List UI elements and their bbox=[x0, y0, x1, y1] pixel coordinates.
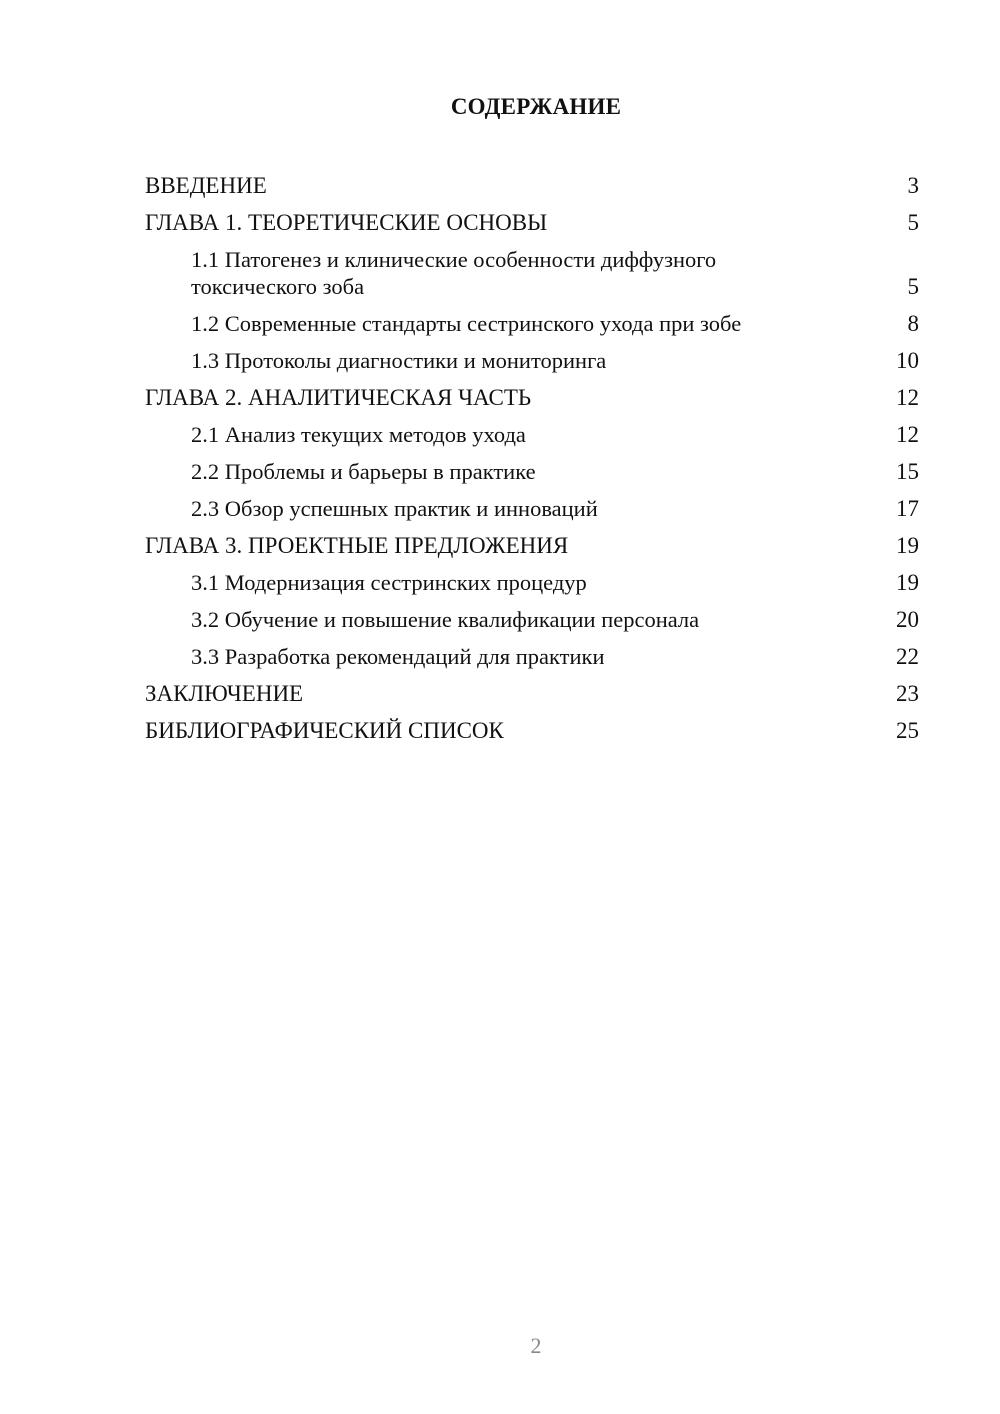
page-title: СОДЕРЖАНИЕ bbox=[450, 94, 622, 119]
toc-entry-label: 2.3 Обзор успешных практик и инноваций bbox=[191, 496, 598, 521]
toc-entry-label: ГЛАВА 1. ТЕОРЕТИЧЕСКИЕ ОСНОВЫ bbox=[145, 210, 548, 235]
toc-entry-label: 1.3 Протоколы диагностики и мониторинга bbox=[191, 348, 607, 373]
toc-entry-section-3-3[interactable] bbox=[145, 638, 919, 675]
toc-entry-section-1-3[interactable] bbox=[145, 342, 919, 379]
toc-entry-page: 5 bbox=[907, 274, 919, 299]
toc-entry-page: 12 bbox=[896, 385, 919, 410]
toc-entry-section-1-2[interactable] bbox=[145, 305, 919, 342]
toc-entry-label: БИБЛИОГРАФИЧЕСКИЙ СПИСОК bbox=[145, 718, 504, 743]
toc-entry-section-2-3[interactable] bbox=[145, 490, 919, 527]
toc-entry-label: ЗАКЛЮЧЕНИЕ bbox=[145, 681, 304, 706]
toc-entry-label-line-1: 1.1 Патогенез и клинические особенности диффузного bbox=[191, 247, 717, 272]
toc-entry-chapter-1[interactable] bbox=[145, 204, 919, 241]
toc-entry-label: 1.2 Современные стандарты сестринского ухода при зобе bbox=[191, 311, 742, 336]
toc-entry-label: ГЛАВА 3. ПРОЕКТНЫЕ ПРЕДЛОЖЕНИЯ bbox=[145, 533, 569, 558]
toc-entry-page: 19 bbox=[896, 570, 919, 595]
toc-entry-page: 10 bbox=[896, 348, 919, 373]
table-of-contents bbox=[145, 167, 919, 749]
toc-entry-chapter-2[interactable] bbox=[145, 379, 919, 416]
toc-entry-label bbox=[191, 246, 716, 305]
toc-entry-page: 22 bbox=[896, 644, 919, 669]
toc-entry-page: 25 bbox=[896, 718, 919, 743]
toc-entry-section-3-2[interactable] bbox=[145, 601, 919, 638]
toc-entry-page: 20 bbox=[896, 607, 919, 632]
toc-entry-page: 23 bbox=[896, 681, 919, 706]
toc-entry-label-line-2: токсического зоба bbox=[191, 274, 365, 299]
toc-entry-label: 3.2 Обучение и повышение квалификации персонала bbox=[191, 607, 700, 632]
toc-entry-section-1-1[interactable] bbox=[145, 241, 919, 305]
toc-entry-section-3-1[interactable] bbox=[145, 564, 919, 601]
toc-entry-label: 3.3 Разработка рекомендаций для практики bbox=[191, 644, 605, 669]
toc-entry-label: ВВЕДЕНИЕ bbox=[145, 173, 267, 198]
page-number: 2 bbox=[530, 1333, 542, 1358]
toc-entry-page: 19 bbox=[896, 533, 919, 558]
toc-entry-section-2-2[interactable] bbox=[145, 453, 919, 490]
toc-entry-chapter-3[interactable] bbox=[145, 527, 919, 564]
toc-entry-page: 17 bbox=[896, 496, 919, 521]
toc-entry-label: ГЛАВА 2. АНАЛИТИЧЕСКАЯ ЧАСТЬ bbox=[145, 385, 532, 410]
toc-entry-label: 3.1 Модернизация сестринских процедур bbox=[191, 570, 587, 595]
toc-entry-page: 15 bbox=[896, 459, 919, 484]
toc-entry-page: 12 bbox=[896, 422, 919, 447]
toc-entry-introduction[interactable] bbox=[145, 167, 919, 204]
toc-entry-section-2-1[interactable] bbox=[145, 416, 919, 453]
toc-entry-label: 2.1 Анализ текущих методов ухода bbox=[191, 422, 526, 447]
toc-entry-page: 8 bbox=[907, 311, 919, 336]
toc-entry-page: 3 bbox=[907, 173, 919, 198]
toc-entry-label: 2.2 Проблемы и барьеры в практике bbox=[191, 459, 536, 484]
toc-entry-page: 5 bbox=[907, 210, 919, 235]
toc-entry-bibliography[interactable] bbox=[145, 712, 919, 749]
toc-entry-conclusion[interactable] bbox=[145, 675, 919, 712]
